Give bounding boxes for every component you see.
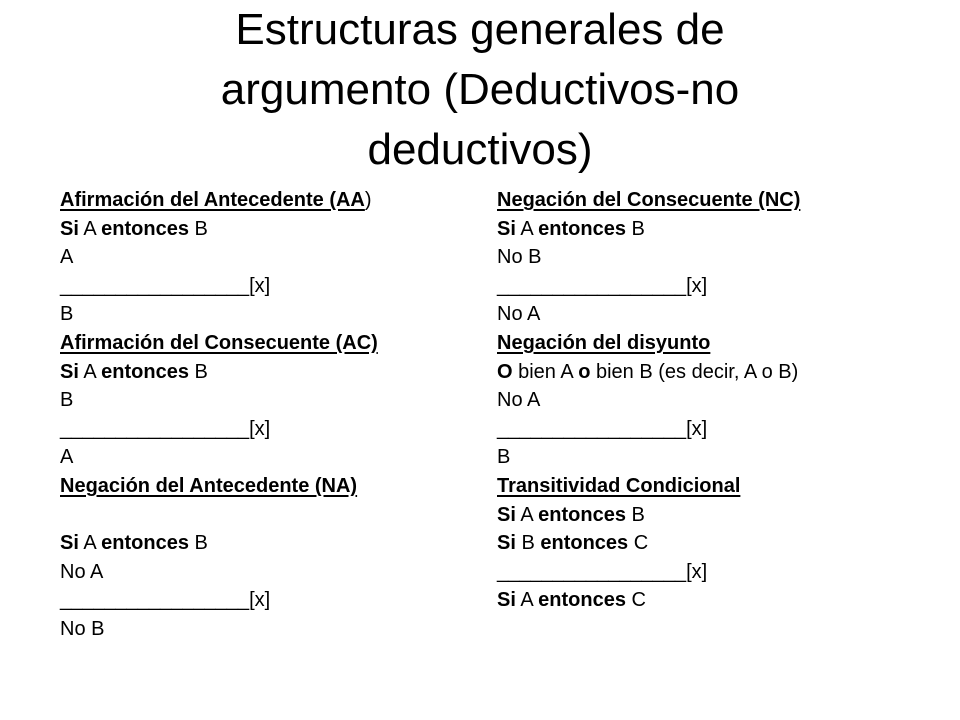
nd-heading: Negación del disyunto	[497, 331, 711, 354]
left-column	[60, 186, 490, 644]
aa-conclusion: B	[60, 303, 74, 326]
nc-p1-b: B	[625, 217, 645, 240]
ac-p1-a: A	[78, 360, 102, 383]
na-heading: Negación del Antecedente (NA)	[60, 474, 358, 497]
nc-p1-if: Si	[497, 217, 516, 240]
nd-p1-o2: o	[578, 360, 591, 383]
nd-p1-rest: bien B (es decir, A o B)	[590, 360, 799, 383]
aa-p1-then: entonces	[101, 217, 189, 240]
ac-heading-line	[60, 329, 490, 358]
ac-p1-then: entonces	[101, 360, 189, 383]
nc-p1-a: A	[515, 217, 539, 240]
ac-conclusion: A	[60, 446, 74, 469]
tc-heading: Transitividad Condicional	[497, 474, 741, 497]
title-line-1: Estructuras generales de	[235, 5, 725, 54]
nc-heading: Negación del Consecuente (NC)	[497, 189, 801, 211]
ac-heading: Afirmación del Consecuente (AC)	[60, 331, 378, 354]
page-title	[60, 0, 900, 180]
aa-heading: Afirmación del Antecedente (AA	[60, 189, 365, 211]
tc-rule: _________________[x]	[497, 560, 708, 583]
aa-rule: _________________[x]	[60, 274, 271, 297]
tc-c-a: A	[515, 589, 539, 612]
tc-p1-if: Si	[497, 503, 516, 526]
tc-p2-a: B	[515, 532, 541, 555]
nc-heading-line	[497, 186, 937, 215]
ac-premise-2: B	[60, 389, 74, 412]
na-premise-1	[60, 529, 490, 558]
aa-p1-a: A	[78, 217, 102, 240]
ac-rule: _________________[x]	[60, 417, 271, 440]
nd-heading-line	[497, 329, 937, 358]
ac-premise-1	[60, 358, 490, 387]
na-p1-b: B	[188, 532, 208, 555]
tc-conclusion	[497, 586, 937, 615]
title-line-2: argumento (Deductivos-no	[220, 65, 740, 114]
tc-heading-line	[497, 472, 937, 501]
nd-conclusion: B	[497, 446, 511, 469]
nd-premise-2: No A	[497, 389, 541, 412]
aa-premise-2: A	[60, 246, 74, 269]
tc-premise-2	[497, 529, 937, 558]
tc-p2-then: entonces	[540, 532, 629, 555]
na-blank-line	[60, 501, 490, 530]
aa-p1-if: Si	[60, 217, 79, 240]
tc-p1-b: B	[625, 503, 645, 526]
title-line-3: deductivos)	[367, 125, 593, 174]
tc-c-b: C	[625, 589, 646, 612]
aa-p1-b: B	[188, 217, 208, 240]
nc-premise-2: No B	[497, 246, 542, 269]
na-conclusion: No B	[60, 617, 105, 640]
aa-heading-line	[60, 186, 490, 215]
tc-c-then: entonces	[538, 589, 626, 612]
na-p1-if: Si	[60, 532, 79, 555]
nc-conclusion: No A	[497, 303, 541, 326]
tc-p1-a: A	[515, 503, 539, 526]
na-p1-then: entonces	[101, 532, 189, 555]
tc-premise-1	[497, 501, 937, 530]
right-column	[497, 186, 937, 615]
tc-c-if: Si	[497, 589, 516, 612]
nd-p1-o: O	[497, 360, 513, 383]
nc-rule: _________________[x]	[497, 274, 708, 297]
tc-p1-then: entonces	[538, 503, 626, 526]
nd-premise-1	[497, 358, 937, 387]
nc-premise-1	[497, 215, 937, 244]
aa-premise-1	[60, 215, 490, 244]
na-p1-a: A	[78, 532, 102, 555]
tc-p2-b: C	[628, 532, 649, 555]
nc-p1-then: entonces	[538, 217, 626, 240]
na-heading-line	[60, 472, 490, 501]
nd-p1-mid: bien A	[512, 360, 579, 383]
ac-p1-b: B	[188, 360, 208, 383]
nd-rule: _________________[x]	[497, 417, 708, 440]
tc-p2-if: Si	[497, 532, 516, 555]
ac-p1-if: Si	[60, 360, 79, 383]
aa-heading-tail: )	[364, 189, 372, 211]
na-premise-2: No A	[60, 560, 104, 583]
na-rule: _________________[x]	[60, 589, 271, 612]
